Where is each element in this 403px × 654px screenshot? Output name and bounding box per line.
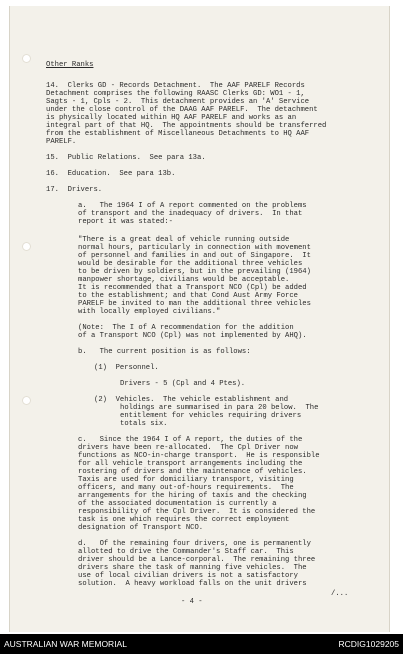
para14-line: from the establishment of Miscellaneous Detachments to HQ AAF	[46, 130, 310, 138]
quote-line: "There is a great deal of vehicle running outside	[78, 236, 290, 244]
para17d-line: drivers share the task of manning five vehicles. The	[78, 564, 307, 572]
para17a-line: report it was stated:-	[78, 218, 173, 226]
quote-line: of personnel and families in and out of Singapore. It	[78, 252, 311, 260]
para17d-line: use of local civilian drivers is not a satisfactory	[78, 572, 298, 580]
item2-line: totals six.	[120, 420, 168, 428]
para17c-line: responsibility of the Cpl Driver. It is considered the	[78, 508, 316, 516]
para14-line: 14. Clerks GD - Records Detachment. The AAF PARELF Records	[46, 82, 305, 90]
para17b: b. The current position is as follows:	[78, 348, 251, 356]
para17c-line: designation of Transport NCO.	[78, 524, 204, 532]
para17d-line: d. Of the remaining four drivers, one is permanently	[78, 540, 311, 548]
footer-record-id: RCDIG1029205	[338, 639, 399, 649]
para15: 15. Public Relations. See para 13a.	[46, 154, 206, 162]
quote-line: to be driven by soldiers, but in the prevailing (1964)	[78, 268, 311, 276]
para17c-line: officers, and many out-of-hours requirements. The	[78, 484, 294, 492]
document-page	[9, 6, 390, 632]
para17d-line: solution. A heavy workload falls on the unit drivers	[78, 580, 307, 588]
quote-line: would be desirable for the additional three vehicles	[78, 260, 303, 268]
para17a-line: of transport and the inadequacy of drivers. In that	[78, 210, 303, 218]
item2-line: entitlement for vehicles requiring drivers	[120, 412, 302, 420]
para17c-line: functions as NCO-in-charge transport. He is responsible	[78, 452, 320, 460]
para17c-line: Taxis are used for domiciliary transport, visiting	[78, 476, 294, 484]
para17-heading: 17. Drivers.	[46, 186, 103, 194]
continuation-mark: /...	[331, 590, 349, 598]
para17c-line: arrangements for the hiring of taxis and the checking	[78, 492, 307, 500]
quote-line: with locally employed civilians."	[78, 308, 221, 316]
para17d-line: allotted to drive the Commander's Staff car. This	[78, 548, 294, 556]
note-line: (Note: The I of A recommendation for the addition	[78, 324, 294, 332]
footer-source: AUSTRALIAN WAR MEMORIAL	[4, 639, 127, 649]
section-heading: Other Ranks	[46, 61, 94, 69]
para17c-line: drivers have been re-allocated. The Cpl Driver now	[78, 444, 298, 452]
archive-footer-bar	[0, 634, 403, 654]
item2-line: holdings are summarised in para 20 below. The	[120, 404, 319, 412]
para17a-line: a. The 1964 I of A report commented on the problems	[78, 202, 307, 210]
page-number: - 4 -	[181, 598, 203, 606]
quote-line: manpower shortage, civilians would be acceptable.	[78, 276, 290, 284]
para17c-line: task is one which requires the correct employment	[78, 516, 290, 524]
quote-line: to the establishment; and that Cond Aust Army Force	[78, 292, 298, 300]
punch-hole	[22, 396, 31, 405]
item2-line: (2) Vehicles. The vehicle establishment and	[94, 396, 289, 404]
quote-line: normal hours, particularly in connection with movement	[78, 244, 311, 252]
quote-line: PARELF be invited to man the additional three vehicles	[78, 300, 311, 308]
para17c-line: for all vehicle transport arrangements including the	[78, 460, 303, 468]
punch-hole	[22, 242, 31, 251]
item1-text: Drivers - 5 (Cpl and 4 Ptes).	[120, 380, 246, 388]
para14-line: Detachment comprises the following RAASC Clerks GD: WO1 - 1,	[46, 90, 305, 98]
para14-line: Sagts - 1, Cpls - 2. This detachment provides an 'A' Service	[46, 98, 310, 106]
para17c-line: c. Since the 1964 I of A report, the duties of the	[78, 436, 303, 444]
para14-line: integral part of that HQ. The appointments should be transferred	[46, 122, 327, 130]
para17c-line: rostering of drivers and the maintenance of vehicles.	[78, 468, 307, 476]
note-line: of a Transport NCO (Cpl) was not implemented by AHQ).	[78, 332, 307, 340]
item1-heading: (1) Personnel.	[94, 364, 159, 372]
quote-line: It is recommended that a Transport NCO (Cpl) be added	[78, 284, 307, 292]
para17c-line: of the associated documentation is currently a	[78, 500, 277, 508]
para17d-line: driver should be a Lance-corporal. The remaining three	[78, 556, 316, 564]
para14-line: is physically located within HQ AAF PARELF and works as an	[46, 114, 297, 122]
punch-hole	[22, 54, 31, 63]
para16: 16. Education. See para 13b.	[46, 170, 176, 178]
para14-line: under the close control of the DAAG AAF PARELF. The detachment	[46, 106, 318, 114]
para14-line: PARELF.	[46, 138, 77, 146]
